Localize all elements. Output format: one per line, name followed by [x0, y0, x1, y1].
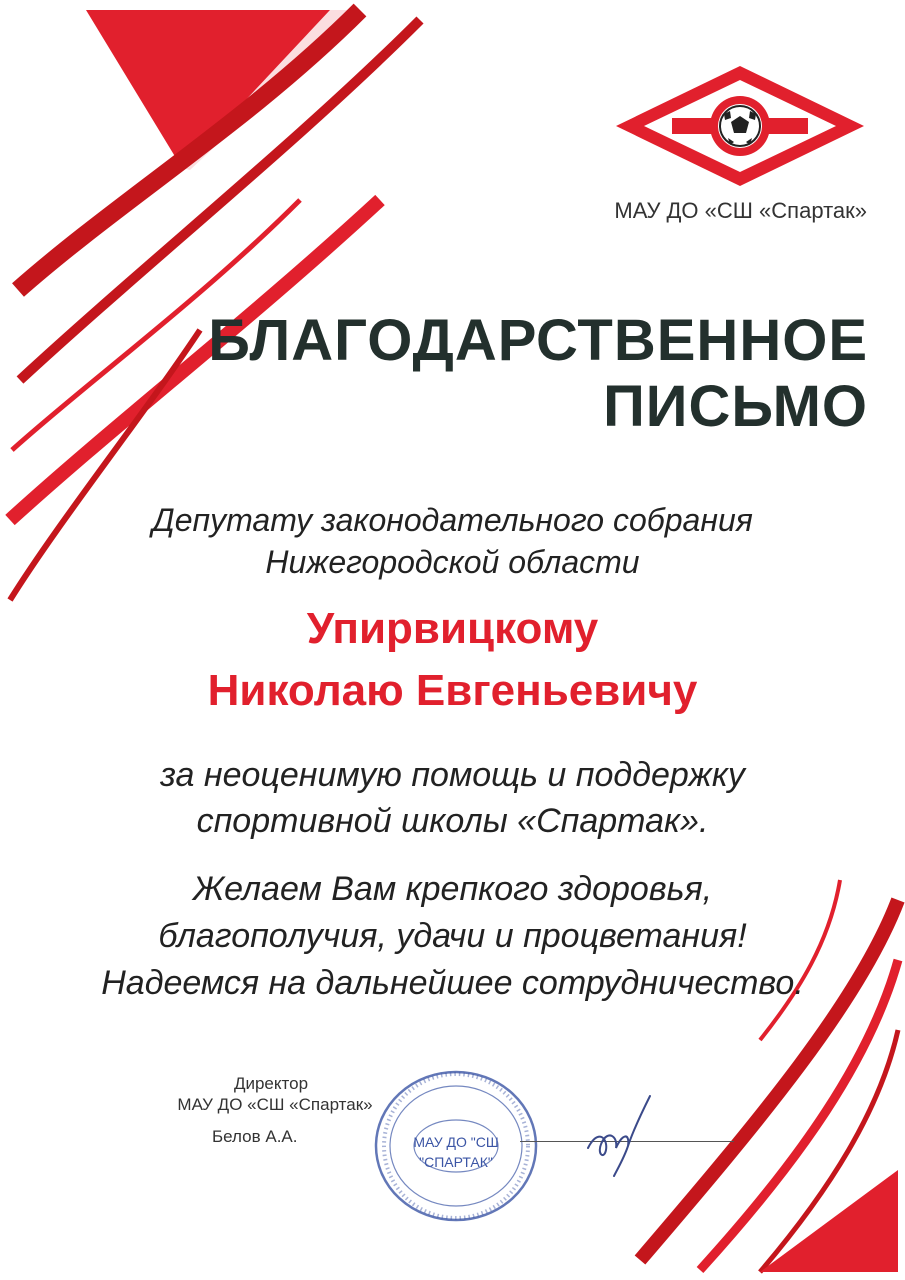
signer-name: Белов А.А.: [212, 1127, 298, 1146]
recipient-position-line1: Депутату законодательного собрания: [152, 502, 753, 538]
wish-line3: Надеемся на дальнейшее сотрудничество.: [101, 964, 804, 1002]
spartak-logo: [612, 62, 868, 190]
signer-organization: МАУ ДО «СШ «Спартак»: [177, 1095, 373, 1114]
recipient-position-line2: Нижегородской области: [265, 544, 640, 580]
recipient-given-names: Николаю Евгеньевичу: [207, 666, 698, 715]
wish-line2: благополучия, удачи и процветания!: [158, 917, 747, 955]
handwritten-signature: [578, 1088, 668, 1178]
document-title-line2: ПИСЬМО: [603, 374, 868, 439]
thanks-line2: спортивной школы «Спартак».: [196, 802, 709, 840]
organization-header: МАУ ДО «СШ «Спартак»: [614, 198, 867, 223]
signer-title: Директор: [233, 1074, 309, 1093]
recipient-surname: Упирвицкому: [306, 604, 599, 653]
thanks-line1: за неоценимую помощь и поддержку: [160, 756, 745, 794]
stamp-text-line2: "СПАРТАК": [419, 1154, 493, 1170]
wish-line1: Желаем Вам крепкого здоровья,: [192, 870, 713, 908]
document-title-line1: БЛАГОДАРСТВЕННОЕ: [208, 308, 868, 373]
stamp-text-line1: МАУ ДО "СШ: [413, 1134, 499, 1150]
